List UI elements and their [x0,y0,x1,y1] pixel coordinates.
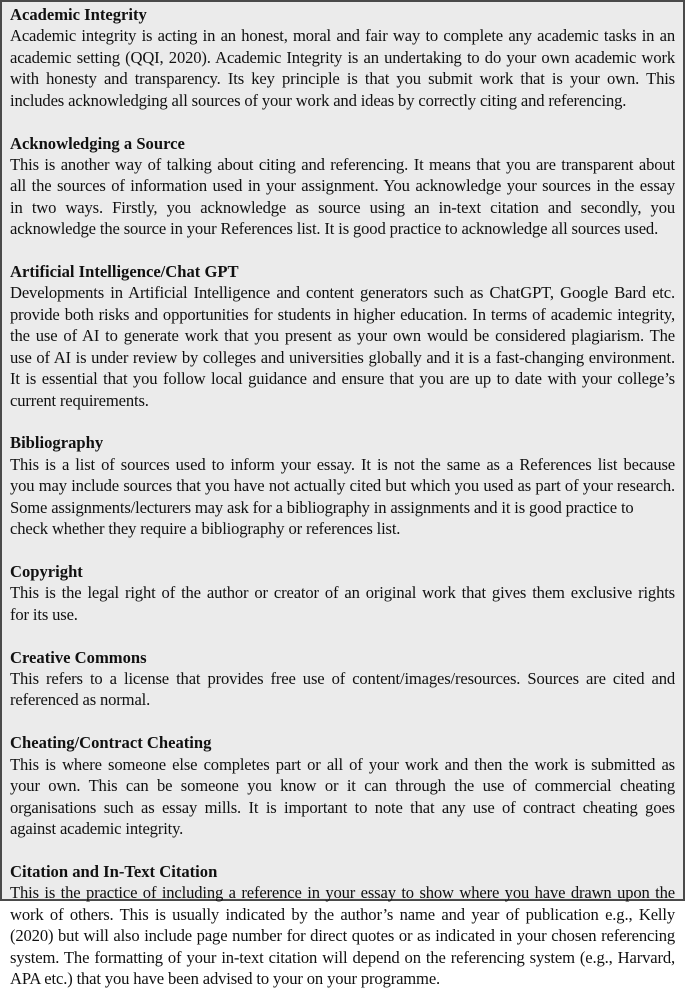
definition-line: system. The formatting of your in-text citation will depend on the referencing system (e.g., Harvard, [10,947,675,967]
definition-line: your own. This can be someone you know or it can through the use of commercial cheating [10,776,675,796]
definition-line: against academic integrity. [10,819,184,838]
entry-heading: Artificial Intelligence/Chat GPT [10,262,239,282]
definition-line: with honesty and transparency. Its key principle is that you submit work that is your own. This [10,69,675,89]
entry-definition [10,582,675,625]
entry-heading: Cheating/Contract Cheating [10,733,212,753]
glossary-entry-bibliography [10,432,675,539]
definition-line: This refers to a license that provides free use of content/images/resources. Sources are cited and [10,669,675,689]
entry-definition [10,668,675,711]
glossary-entry-citation [10,861,675,989]
entry-definition [10,754,675,840]
definition-line: This is another way of talking about citing and referencing. It means that you are transparent about [10,154,675,174]
entry-heading: Academic Integrity [10,5,147,24]
entry-definition [10,25,675,111]
definition-line: This is the legal right of the author or creator of an original work that gives them exclusive rights [10,583,675,603]
definition-line: provide both risks and opportunities for students in higher education. In terms of academic integrity, [10,304,675,324]
glossary-entry-acknowledging-a-source [10,133,675,240]
definition-line: use of AI is under review by colleges and universities globally and it is a fast-changing environment. [10,347,675,367]
entry-definition [10,154,675,240]
glossary-entry-creative-commons [10,647,675,711]
definition-line: academic setting (QQI, 2020). Academic Integrity is an undertaking to do your own academic work [10,47,675,67]
definition-line: (2020) but will also include page number for direct quotes or as indicated in your chosen referencing [10,926,675,946]
glossary-entry-contract-cheating [10,732,675,839]
definition-line: It is essential that you follow local guidance and ensure that you are up to date with your college’s [10,369,675,389]
entry-heading: Citation and In-Text Citation [10,861,218,881]
definition-line: Developments in Artificial Intelligence and content generators such as ChatGPT, Google Bard etc. [10,283,675,303]
definition-line: check whether they require a bibliography or references list. [10,519,401,539]
definition-line: work of others. This is usually indicated by the author’s name and year of publication e.g., Kelly [10,904,675,924]
definition-line: This is where someone else completes part or all of your work and then the work is submitted as [10,754,675,774]
glossary-entry-copyright [10,561,675,625]
definition-line: for its use. [10,604,78,624]
glossary-entry-academic-integrity [10,4,675,111]
definition-line: you may include sources that you have not actually cited but which you used as part of your research. [10,476,675,496]
definition-line: This is the practice of including a reference in your essay to show where you have drawn upon the [10,883,675,903]
definition-line: includes acknowledging all sources of your work and ideas by correctly citing and referencing. [10,90,627,110]
definition-line: This is a list of sources used to inform your essay. It is not the same as a References list because [10,454,675,474]
entry-definition [10,282,675,410]
definition-line: APA etc.) that you have been advised to your on your programme. [10,968,441,988]
entry-heading: Bibliography [10,433,104,453]
definition-line: referenced as normal. [10,690,151,710]
entry-heading: Creative Commons [10,647,147,667]
definition-line: in two ways. Firstly, you acknowledge as source using an in-text citation and secondly, you [10,197,675,217]
definition-line: the use of AI to generate work that you present as your own would be considered plagiarism. The [10,326,675,346]
definition-line: all the sources of information used in your assignment. You acknowledge your sources in the essay [10,176,675,196]
entry-definition [10,454,675,540]
definition-line: organisations such as essay mills. It is important to note that any use of contract cheating goes [10,797,675,817]
glossary-entry-artificial-intelligence [10,261,675,411]
definition-line: Academic integrity is acting in an honest, moral and fair way to complete any academic tasks in an [10,26,675,46]
definition-line: Some assignments/lecturers may ask for a bibliography in assignments and it is good practice to [10,497,634,517]
entry-definition [10,882,675,989]
definition-line: current requirements. [10,390,149,410]
entry-heading: Copyright [10,561,83,581]
definition-line: acknowledge the source in your References list. It is good practice to acknowledge all sources used. [10,219,659,239]
entry-heading: Acknowledging a Source [10,133,185,153]
